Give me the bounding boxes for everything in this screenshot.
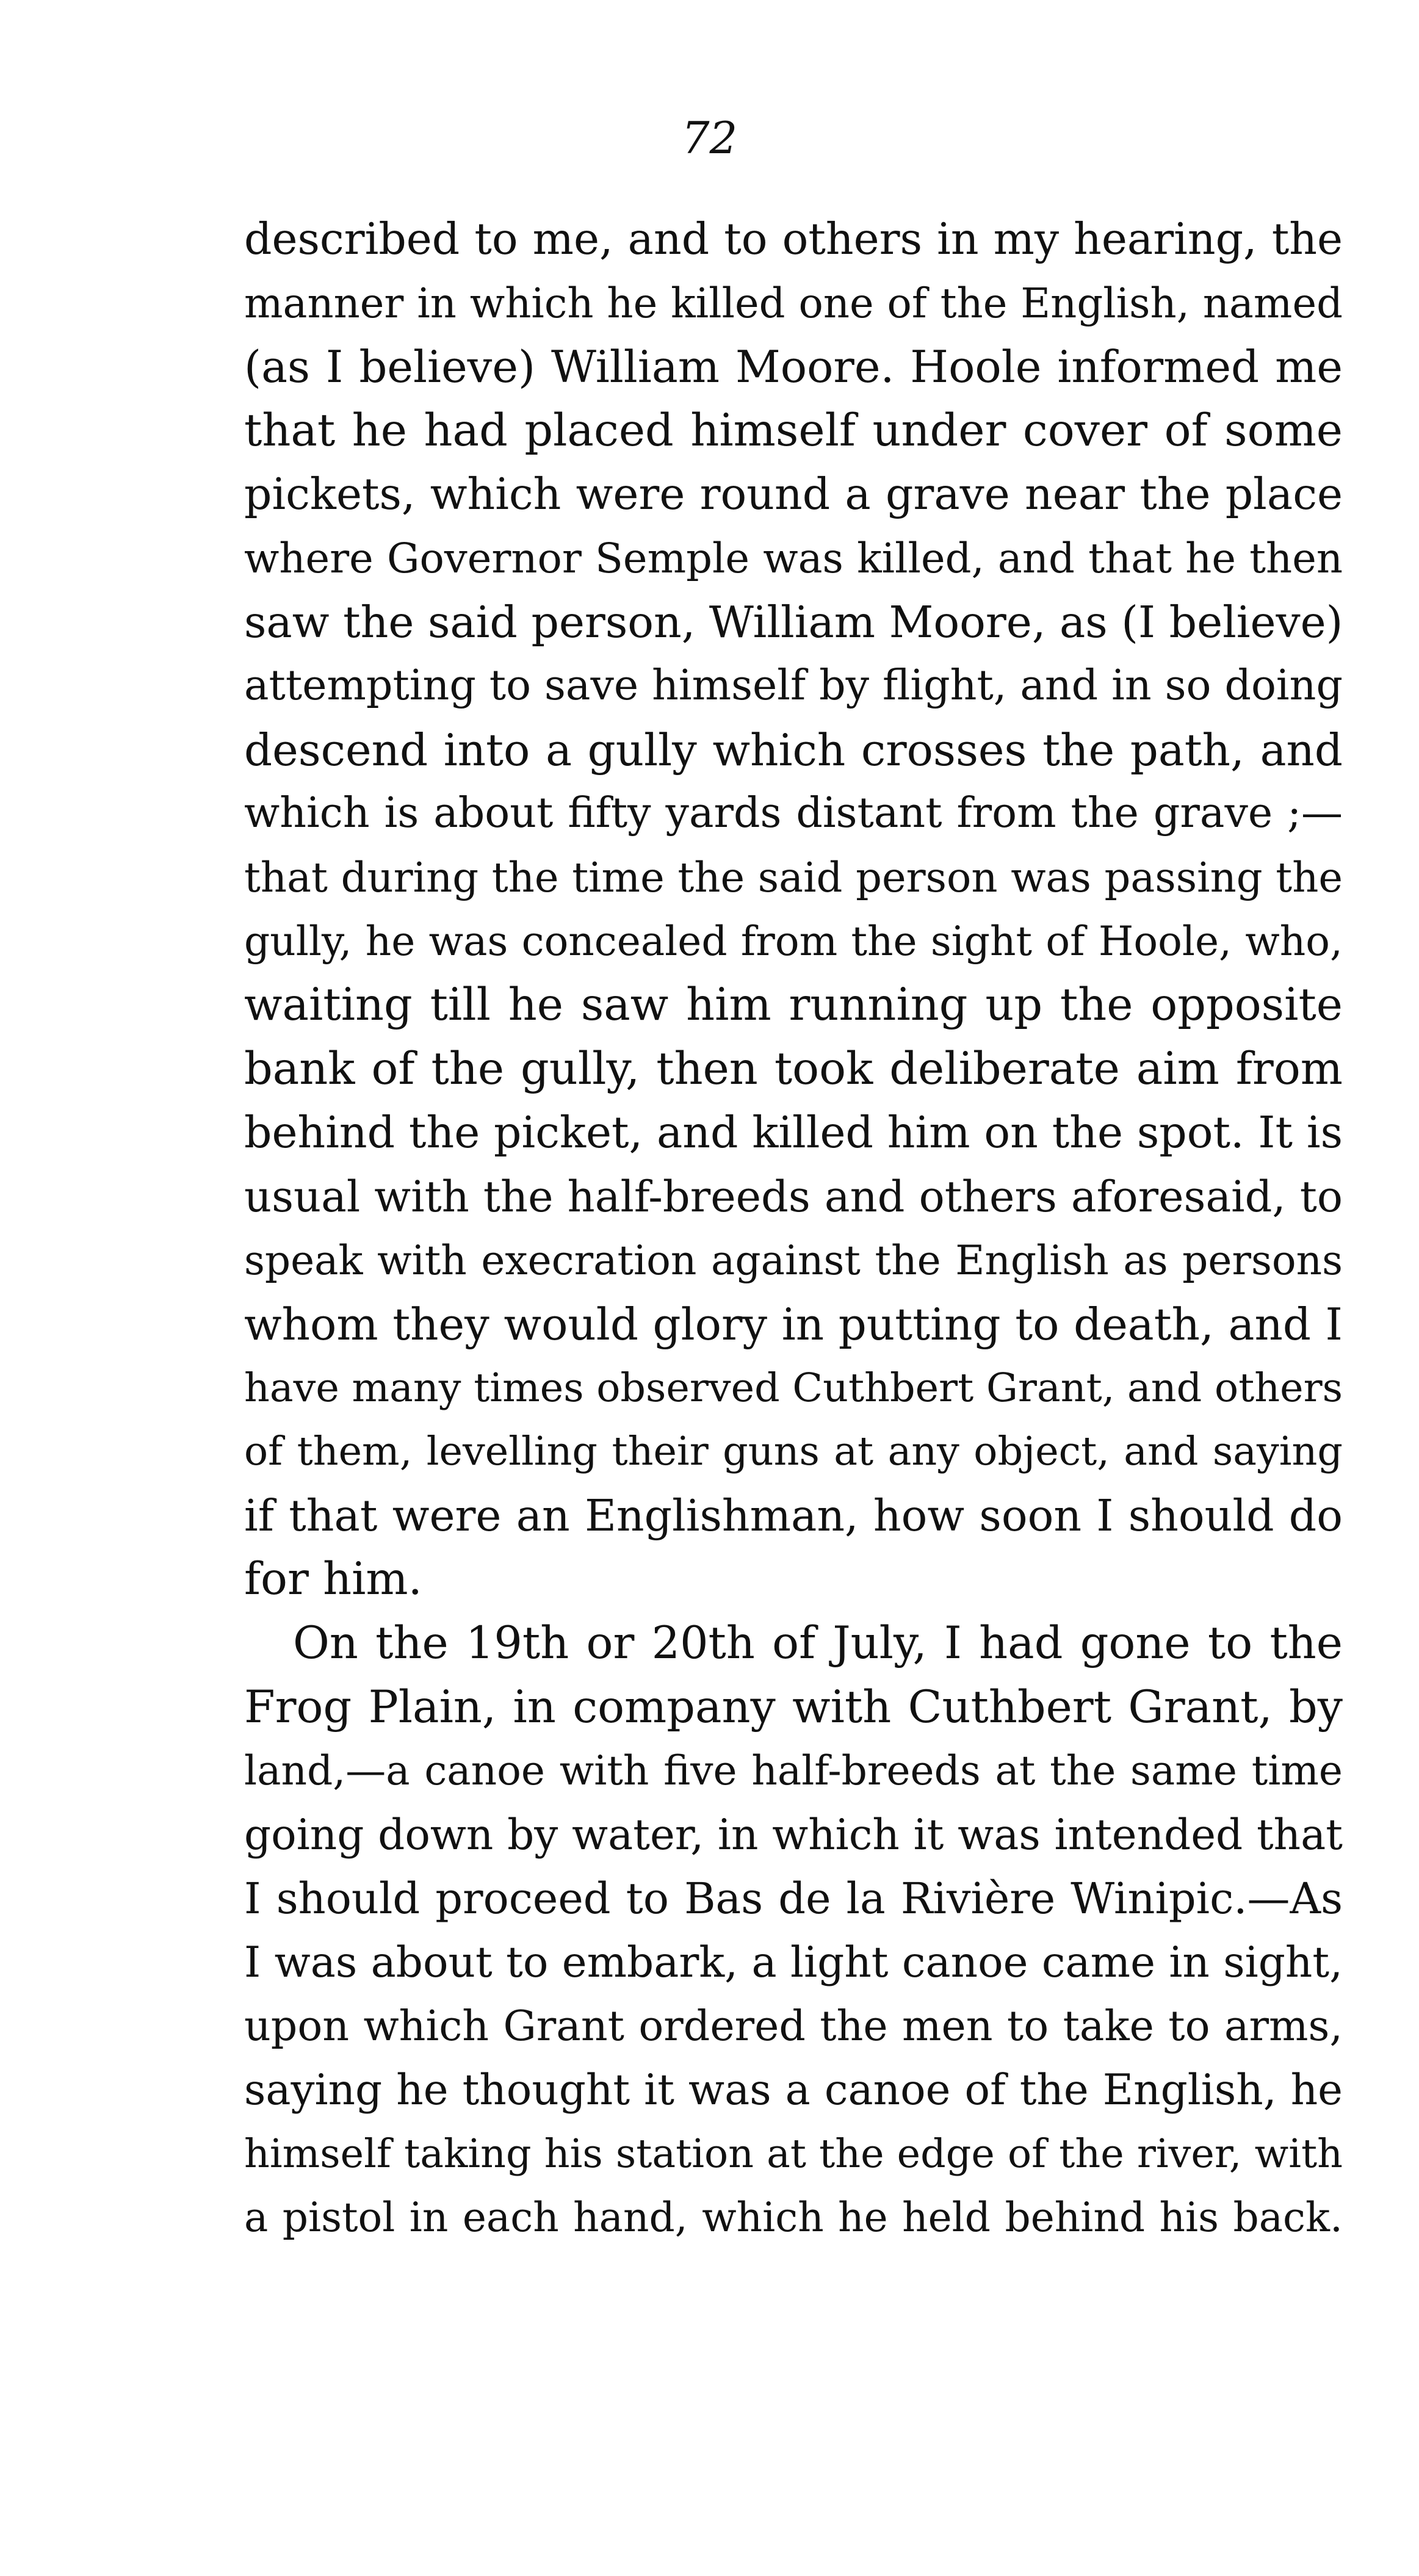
text-line: himself taking his station at the edge of the river, with <box>244 2130 1343 2177</box>
text-line: usual with the half-breeds and others aforesaid, to <box>244 1171 1343 1222</box>
text-line: whom they would glory in putting to death, and I <box>244 1299 1343 1351</box>
paragraph-1 <box>244 207 1343 1612</box>
text-line: gully, he was concealed from the sight of Hoole, who, <box>244 917 1343 965</box>
text-line: if that were an Englishman, how soon I should do <box>244 1490 1343 1541</box>
text-line: that during the time the said person was passing the <box>244 853 1343 901</box>
text-line: land,—a canoe with five half-breeds at the same time <box>244 1747 1343 1795</box>
text-line: waiting till he saw him running up the opposite <box>244 979 1343 1031</box>
text-line: descend into a gully which crosses the path, and <box>244 724 1343 776</box>
text-line: for him. <box>244 1553 422 1606</box>
text-line: where Governor Semple was killed, and that he then <box>244 534 1343 582</box>
text-line: saying he thought it was a canoe of the English, he <box>244 2066 1343 2115</box>
text-line: I was about to embark, a light canoe came in sight, <box>244 1938 1343 1988</box>
text-line: which is about fifty yards distant from the grave ;— <box>244 789 1343 838</box>
text-line: speak with execration against the English as persons <box>244 1236 1343 1284</box>
text-line: saw the said person, William Moore, as (I believe) <box>244 596 1343 648</box>
text-line: described to me, and to others in my hearing, the <box>244 214 1343 264</box>
text-line: Frog Plain, in company with Cuthbert Grant, by <box>244 1681 1343 1733</box>
text-line: On the 19th or 20th of July, I had gone to the <box>293 1617 1343 1670</box>
text-line: upon which Grant ordered the men to take to arms, <box>244 2002 1343 2051</box>
text-line: a pistol in each hand, which he held behind his back. <box>244 2194 1343 2242</box>
paragraph-2 <box>244 1612 1343 2250</box>
text-line: pickets, which were round a grave near the place <box>244 469 1343 520</box>
text-line: of them, levelling their guns at any object, and saying <box>244 1429 1343 1475</box>
text-line: (as I believe) William Moore. Hoole informed me <box>244 341 1343 393</box>
text-line: I should proceed to Bas de la Rivière Winipic.—As <box>244 1874 1343 1924</box>
text-line: bank of the gully, then took deliberate aim from <box>244 1042 1343 1095</box>
page-number: 72 <box>681 112 738 164</box>
text-line: have many times observed Cuthbert Grant, and others <box>244 1365 1343 1411</box>
text-line: attempting to save himself by flight, and in so doing <box>244 662 1343 710</box>
text-line: that he had placed himself under cover of some <box>244 404 1343 456</box>
text-line: going down by water, in which it was intended that <box>244 1810 1343 1860</box>
text-line: manner in which he killed one of the English, named <box>244 279 1343 327</box>
body-text <box>244 207 1343 2250</box>
text-line: behind the picket, and killed him on the spot. It is <box>244 1107 1343 1158</box>
